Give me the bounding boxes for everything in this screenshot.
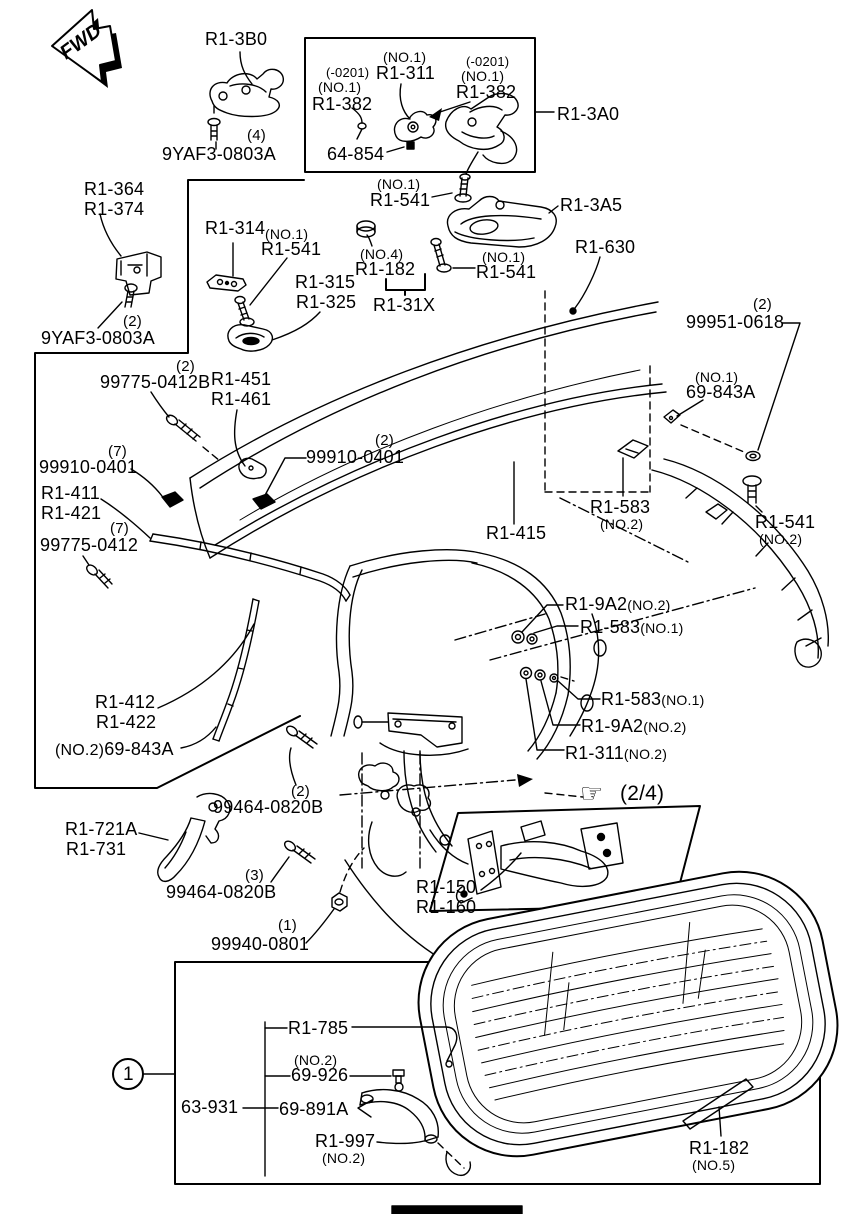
- label-inset-center-no: (NO.1): [383, 49, 427, 65]
- label-r1-150: R1-150: [416, 877, 477, 897]
- label-no-541-top: (NO.1): [377, 176, 421, 192]
- label-qty-3b0: (4): [247, 127, 266, 144]
- label-qty-99910-7: (7): [108, 443, 127, 460]
- label-qty-364: (2): [123, 313, 142, 330]
- label-qty-99951: (2): [753, 296, 772, 313]
- label-r1-314: R1-314: [205, 218, 266, 238]
- qty-note: (NO.2): [623, 746, 668, 762]
- label-r1-315: R1-315: [295, 272, 356, 292]
- label-r1-451: R1-451: [211, 369, 272, 389]
- label-r1-583-no2: R1-583: [590, 497, 651, 517]
- label-69-891a: 69-891A: [279, 1099, 349, 1119]
- label-qty-99775-7: (7): [110, 520, 129, 537]
- label-no-926: (NO.2): [294, 1052, 338, 1068]
- part-number: 69-843A: [104, 739, 174, 759]
- label-fastener-3b0: 9YAF3-0803A: [162, 144, 276, 164]
- label-inset-right-no: (NO.1): [461, 68, 505, 84]
- label-r1-421: R1-421: [41, 503, 102, 523]
- label-r1-461: R1-461: [211, 389, 272, 409]
- fwd-label: FWD: [56, 19, 106, 65]
- label-r1-422: R1-422: [96, 712, 157, 732]
- label-69-926: 69-926: [291, 1065, 349, 1085]
- label-no-843a-right: (NO.1): [695, 369, 739, 385]
- label-r1-31x: R1-31X: [373, 295, 436, 315]
- label-qty-99464-3: (3): [245, 867, 264, 884]
- footer-bar: [392, 1206, 522, 1214]
- label-no-182-center: (NO.4): [360, 246, 404, 262]
- label-r1-364: R1-364: [84, 179, 145, 199]
- part-number: R1-311: [565, 743, 624, 763]
- label-qty-99940: (1): [278, 917, 297, 934]
- label-99910-0401-2: 99910-0401: [306, 447, 405, 467]
- label-64-854: 64-854: [327, 144, 385, 164]
- label-sheet-ref-2-4: (2/4): [620, 782, 665, 805]
- label-69-843a-right: 69-843A: [686, 382, 756, 402]
- label-r1-3a0: R1-3A0: [557, 104, 620, 124]
- label-qty-99910-2: (2): [375, 432, 394, 449]
- hinge-r1-3b0-drawing: [208, 52, 283, 149]
- label-63-931: 63-931: [181, 1097, 239, 1117]
- label-r1-374: R1-374: [84, 199, 145, 219]
- label-r1-311-lower: [565, 744, 667, 762]
- label-qty-99464-2: (2): [291, 783, 310, 800]
- label-99940-0801: 99940-0801: [211, 934, 310, 954]
- label-no2-541: (NO.2): [759, 531, 803, 547]
- label-99464-0820b-3: 99464-0820B: [166, 882, 277, 902]
- label-no-997: (NO.2): [322, 1150, 366, 1166]
- label-99775-0412b: 99775-0412B: [100, 372, 211, 392]
- label-r1-182-center: R1-182: [355, 259, 416, 279]
- label-inset-left-no: (NO.1): [318, 79, 362, 95]
- qty-note: (NO.2): [55, 742, 105, 759]
- qty-note: (NO.2): [643, 719, 687, 735]
- label-r1-3a5: R1-3A5: [560, 195, 623, 215]
- label-no2-583: (NO.2): [600, 516, 644, 532]
- label-r1-415: R1-415: [486, 523, 547, 543]
- roof-panel-drawing: [190, 257, 803, 558]
- label-r1-541-no2: R1-541: [755, 512, 816, 532]
- label-r1-541-top: R1-541: [370, 190, 431, 210]
- label-r1-411: R1-411: [41, 483, 100, 503]
- label-99951-0618: 99951-0618: [686, 312, 785, 332]
- label-r1-325: R1-325: [296, 292, 357, 312]
- label-r1-3b0: R1-3B0: [205, 29, 268, 49]
- fwd-arrow: [52, 10, 122, 88]
- label-qty-0412b: (2): [176, 358, 195, 375]
- qty-note: (NO.1): [661, 692, 705, 708]
- label-99464-0820b-2: 99464-0820B: [213, 797, 324, 817]
- label-inset-left-part: R1-382: [312, 94, 373, 114]
- label-no-314: (NO.1): [265, 226, 309, 242]
- label-inset-center-part: R1-311: [376, 63, 435, 83]
- qty-note: (NO.2): [627, 597, 671, 613]
- label-r1-541-right: R1-541: [476, 262, 537, 282]
- label-inset-right-rev: (-0201): [466, 54, 510, 69]
- label-r1-541-314: R1-541: [261, 239, 322, 259]
- label-fastener-364: 9YAF3-0803A: [41, 328, 155, 348]
- part-number: R1-9A2: [565, 594, 628, 614]
- label-r1-721a: R1-721A: [65, 819, 138, 839]
- pointing-hand-icon: ☞: [580, 778, 604, 808]
- label-r1-785: R1-785: [288, 1018, 349, 1038]
- label-r1-412: R1-412: [95, 692, 156, 712]
- label-r1-160: R1-160: [416, 897, 477, 917]
- label-no-182-bottom: (NO.5): [692, 1157, 736, 1173]
- qty-note: (NO.1): [640, 620, 684, 636]
- label-r1-630: R1-630: [575, 237, 636, 257]
- label-r1-9a2-lower: [581, 717, 686, 735]
- label-r1-182-bottom: R1-182: [689, 1138, 750, 1158]
- part-number: R1-583: [580, 617, 641, 637]
- fastener-drawings: [271, 724, 364, 943]
- ref-bubble-1: 1: [123, 1064, 134, 1085]
- part-number: R1-9A2: [581, 716, 644, 736]
- label-69-843a-left: [55, 740, 174, 759]
- label-inset-left-rev: (-0201): [326, 65, 370, 80]
- label-r1-583-upper: [580, 618, 683, 636]
- label-99910-0401-7: 99910-0401: [39, 457, 138, 477]
- part-number: R1-583: [601, 689, 662, 709]
- label-99775-0412: 99775-0412: [40, 535, 139, 555]
- label-r1-583-lower: [601, 690, 704, 708]
- label-inset-right-part: R1-382: [456, 82, 517, 102]
- label-r1-997: R1-997: [315, 1131, 376, 1151]
- label-r1-731: R1-731: [66, 839, 127, 859]
- bracket-r1-364-drawing: [98, 214, 161, 328]
- label-no-541-right: (NO.1): [482, 249, 526, 265]
- label-r1-9a2-upper: [565, 595, 670, 613]
